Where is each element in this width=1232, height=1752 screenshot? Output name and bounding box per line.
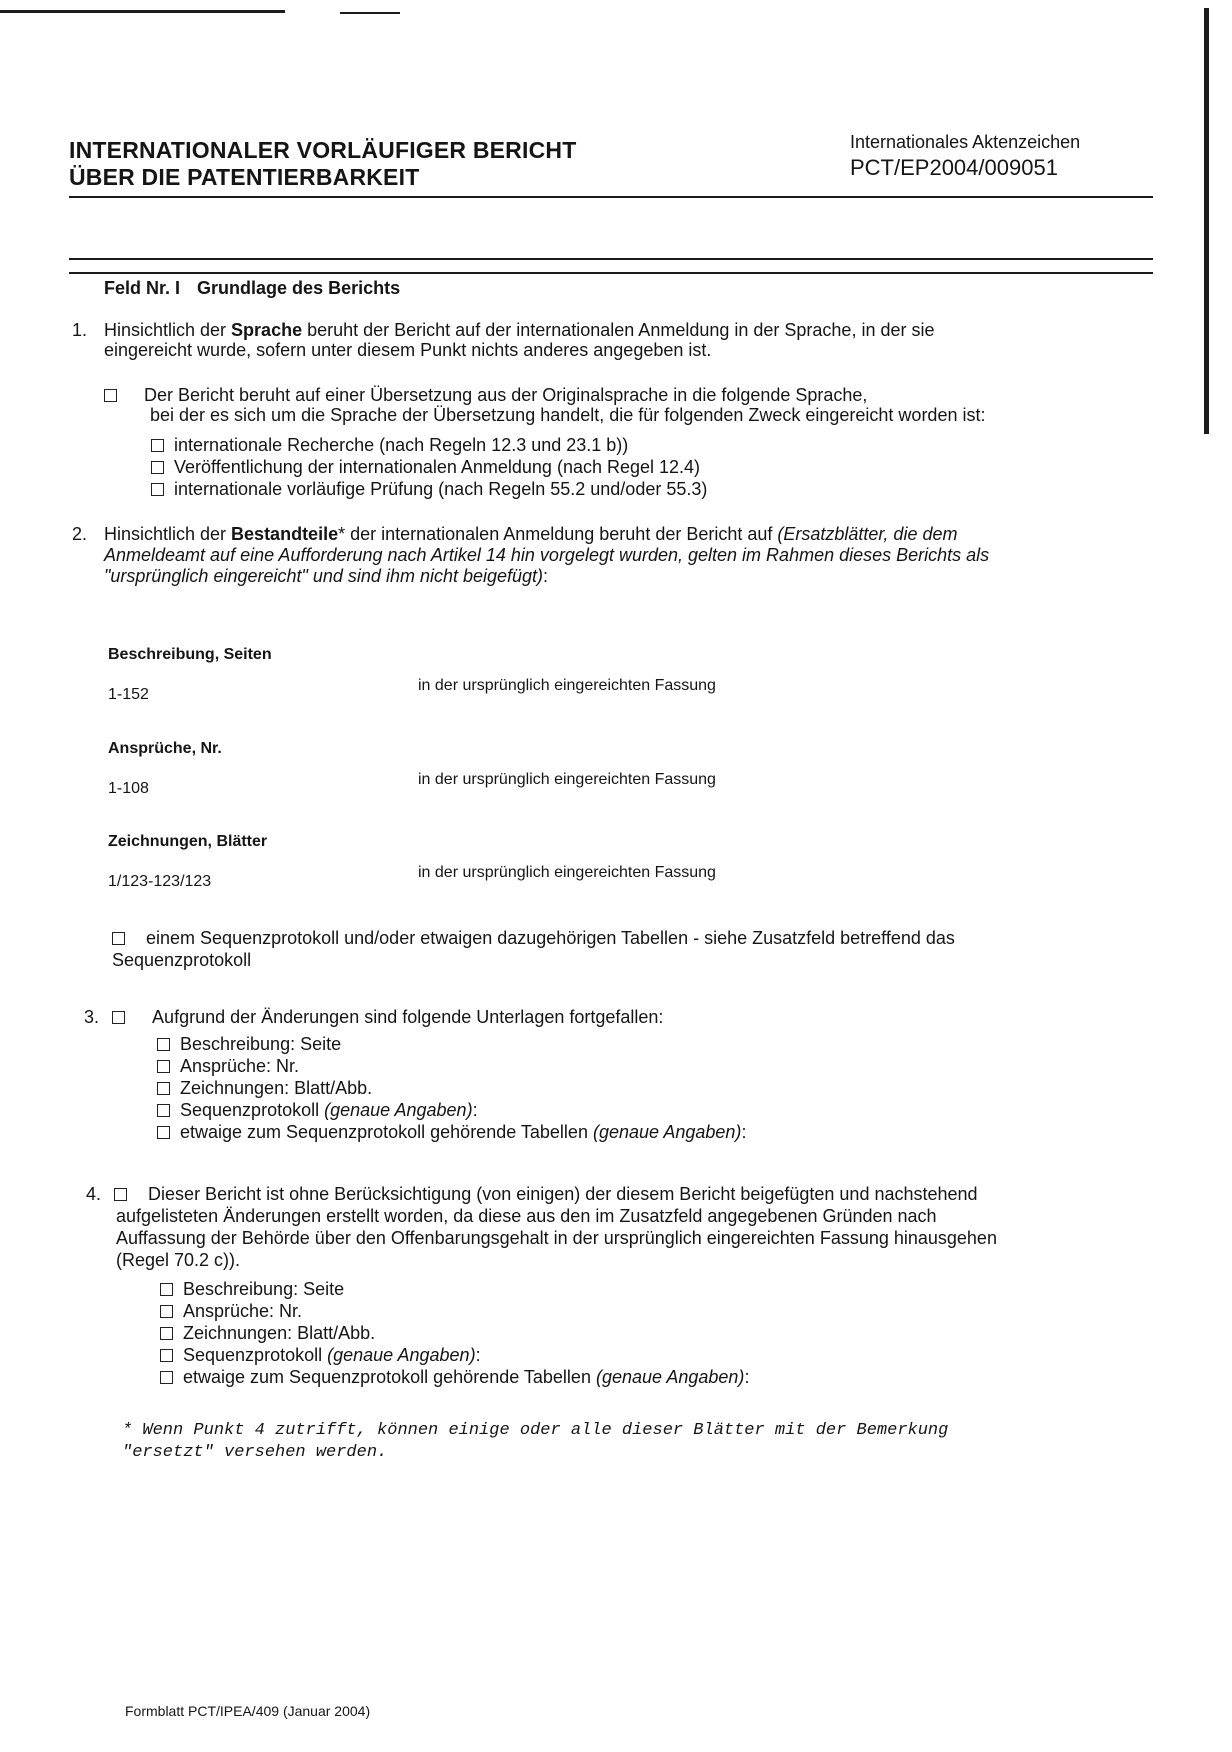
- scan-edge-line-left: [0, 10, 285, 13]
- footnote-line1: * Wenn Punkt 4 zutrifft, können einige oder alle dieser Blätter mit der Bemerkung: [122, 1421, 949, 1440]
- item2-line1: Hinsichtlich der Bestandteile* der internationalen Anmeldung beruht der Bericht auf (Ersatzblätter, die dem: [104, 524, 958, 544]
- purpose-checkbox-2[interactable]: [151, 461, 164, 474]
- translation-checkbox[interactable]: [104, 389, 117, 402]
- item4-line2: aufgelisteten Änderungen erstellt worden, da diese aus den im Zusatzfeld angegebenen Gründen nach: [116, 1206, 937, 1226]
- sequence-line2: Sequenzprotokoll: [112, 950, 252, 970]
- reference-label: Internationales Aktenzeichen: [850, 132, 1081, 152]
- item1-line2: eingereicht wurde, sofern unter diesem Punkt nichts anderes angegeben ist.: [104, 340, 712, 360]
- item3-checkbox-claims[interactable]: [157, 1060, 170, 1073]
- item3-option-description: Beschreibung: Seite: [157, 1033, 341, 1055]
- translation-purpose-2: Veröffentlichung der internationalen Anmeldung (nach Regel 12.4): [151, 456, 700, 478]
- sequence-option: [112, 927, 955, 949]
- item3-option-claims: Ansprüche: Nr.: [157, 1055, 299, 1077]
- sequence-line1: einem Sequenzprotokoll und/oder etwaigen dazugehörigen Tabellen - siehe Zusatzfeld betreffend das: [146, 928, 955, 948]
- field-top-divider: [69, 258, 1153, 260]
- item3-text: Aufgrund der Änderungen sind folgende Unterlagen fortgefallen:: [152, 1007, 664, 1027]
- description-status: in der ursprünglich eingereichten Fassung: [418, 677, 716, 694]
- header-divider: [69, 196, 1153, 198]
- footnote-line2: "ersetzt" versehen werden.: [122, 1443, 388, 1462]
- item1-number: 1.: [72, 320, 88, 340]
- item3-option-tables: etwaige zum Sequenzprotokoll gehörende Tabellen (genaue Angaben):: [157, 1121, 746, 1143]
- field-header: [104, 278, 400, 299]
- claims-range: 1-108: [108, 780, 149, 797]
- sequence-checkbox[interactable]: [112, 932, 125, 945]
- item2-keyword: Bestandteile: [231, 524, 339, 544]
- item4-option-tables: etwaige zum Sequenzprotokoll gehörende Tabellen (genaue Angaben):: [160, 1366, 749, 1388]
- item3-checkbox-sequence[interactable]: [157, 1104, 170, 1117]
- item3-checkbox[interactable]: [112, 1011, 125, 1024]
- purpose-checkbox-3[interactable]: [151, 483, 164, 496]
- field-underline: [69, 272, 1153, 274]
- translation-line2: bei der es sich um die Sprache der Übersetzung handelt, die für folgenden Zweck eingereicht worden ist:: [150, 405, 986, 425]
- item1-line1: Hinsichtlich der Sprache beruht der Bericht auf der internationalen Anmeldung in der Sprache, in der sie: [104, 320, 935, 340]
- item3-number: 3.: [84, 1007, 100, 1027]
- description-range: 1-152: [108, 686, 149, 703]
- item4-option-description: Beschreibung: Seite: [160, 1278, 344, 1300]
- item4-line3: Auffassung der Behörde über den Offenbarungsgehalt in der ursprünglich eingereichten Fassung hinausgehen: [116, 1228, 997, 1248]
- drawings-range: 1/123-123/123: [108, 873, 212, 890]
- translation-option: [104, 384, 867, 406]
- item4-checkbox-description[interactable]: [160, 1283, 173, 1296]
- item4-heading: [86, 1183, 978, 1205]
- translation-purpose-3: internationale vorläufige Prüfung (nach Regeln 55.2 und/oder 55.3): [151, 478, 707, 500]
- item3-checkbox-drawings[interactable]: [157, 1082, 170, 1095]
- item4-checkbox-claims[interactable]: [160, 1305, 173, 1318]
- item4-checkbox[interactable]: [114, 1188, 127, 1201]
- purpose-checkbox-1[interactable]: [151, 439, 164, 452]
- item4-checkbox-tables[interactable]: [160, 1371, 173, 1384]
- item4-number: 4.: [86, 1184, 102, 1204]
- reference-number: PCT/EP2004/009051: [850, 155, 1058, 180]
- item4-option-drawings: Zeichnungen: Blatt/Abb.: [160, 1322, 375, 1344]
- item3-checkbox-tables[interactable]: [157, 1126, 170, 1139]
- item4-checkbox-sequence[interactable]: [160, 1349, 173, 1362]
- claims-status: in der ursprünglich eingereichten Fassung: [418, 771, 716, 788]
- page-title-line2: ÜBER DIE PATENTIERBARKEIT: [69, 164, 420, 190]
- description-label: Beschreibung, Seiten: [108, 646, 272, 663]
- item2-line3: "ursprünglich eingereicht" und sind ihm nicht beigefügt):: [104, 566, 549, 586]
- item4-option-claims: Ansprüche: Nr.: [160, 1300, 302, 1322]
- scan-edge-line-middle: [340, 12, 400, 14]
- item1-keyword: Sprache: [231, 320, 303, 340]
- translation-line1: Der Bericht beruht auf einer Übersetzung aus der Originalsprache in die folgende Sprache,: [144, 385, 868, 405]
- item3-checkbox-description[interactable]: [157, 1038, 170, 1051]
- page-title-line1: INTERNATIONALER VORLÄUFIGER BERICHT: [69, 137, 577, 163]
- item2-line2: Anmeldeamt auf eine Aufforderung nach Artikel 14 hin vorgelegt wurden, gelten im Rahmen dieses Berichts als: [104, 545, 990, 565]
- claims-label: Ansprüche, Nr.: [108, 740, 222, 757]
- scan-edge-line-right: [1204, 8, 1209, 434]
- drawings-label: Zeichnungen, Blätter: [108, 833, 268, 850]
- item4-line4: (Regel 70.2 c)).: [116, 1250, 241, 1270]
- field-number: Feld Nr. I: [104, 278, 181, 298]
- item4-line1: Dieser Bericht ist ohne Berücksichtigung (von einigen) der diesem Bericht beigefügten und nachstehend: [148, 1184, 978, 1204]
- item4-checkbox-drawings[interactable]: [160, 1327, 173, 1340]
- item4-option-sequence: Sequenzprotokoll (genaue Angaben):: [160, 1344, 481, 1366]
- item2-number: 2.: [72, 524, 88, 544]
- item3-option-drawings: Zeichnungen: Blatt/Abb.: [157, 1077, 372, 1099]
- drawings-status: in der ursprünglich eingereichten Fassung: [418, 864, 716, 881]
- form-footer: Formblatt PCT/IPEA/409 (Januar 2004): [125, 1703, 371, 1719]
- item3-heading: [84, 1006, 663, 1028]
- item3-option-sequence: Sequenzprotokoll (genaue Angaben):: [157, 1099, 478, 1121]
- field-title: Grundlage des Berichts: [197, 278, 401, 298]
- translation-purpose-1: internationale Recherche (nach Regeln 12.3 und 23.1 b)): [151, 434, 628, 456]
